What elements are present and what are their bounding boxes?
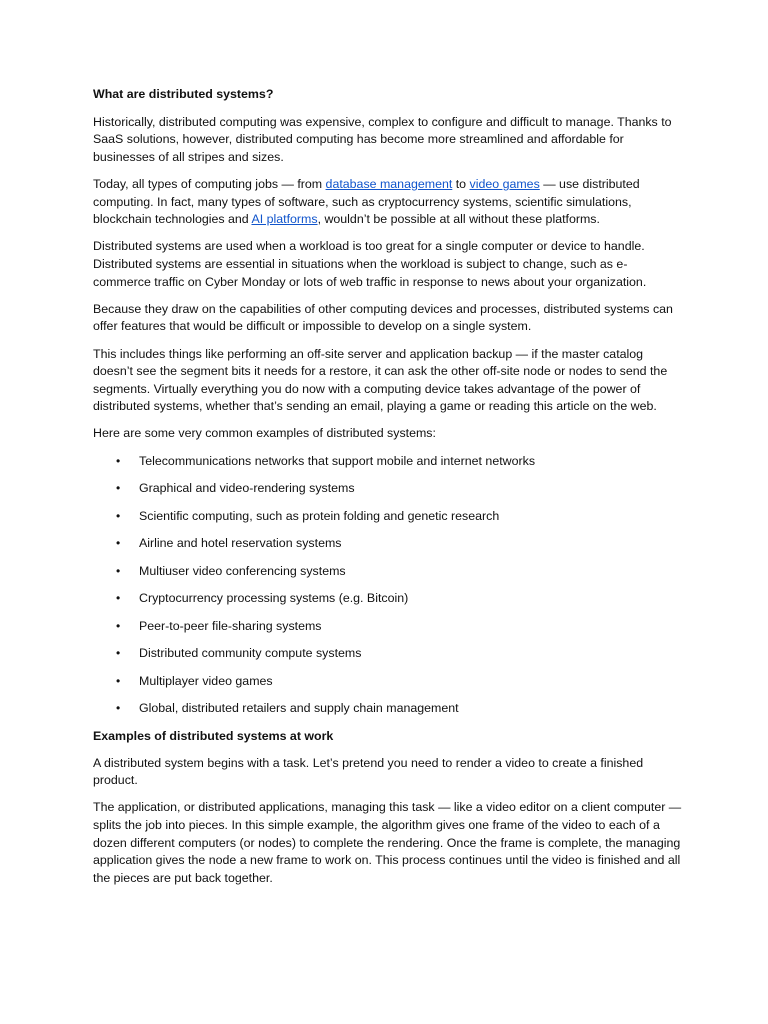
- link-ai-platforms[interactable]: AI platforms: [251, 212, 318, 227]
- list-item-label: Multiplayer video games: [139, 673, 273, 688]
- list-item: [93, 590, 683, 608]
- bullet-icon: •: [116, 591, 121, 606]
- link-video-games[interactable]: video games: [469, 176, 540, 191]
- list-item-label: Graphical and video-rendering systems: [139, 481, 355, 496]
- paragraph-text: , wouldn’t be possible at all without these platforms.: [317, 212, 600, 227]
- link-database-management[interactable]: database management: [325, 176, 453, 191]
- list-item: [93, 453, 683, 471]
- list-item-label: Distributed community compute systems: [139, 646, 362, 661]
- paragraph-rendering-example: The application, or distributed applications, managing this task — like a video editor on a client computer — splits the job into pieces. In this simple example, the algorithm gives one frame of the video to each of a dozen different computers (or nodes) to complete the rendering. Once the frame is complete, the managing application gives the node a new frame to work on. This process continues until the video is finished and all the pieces are put back together.: [93, 800, 682, 885]
- list-item: [93, 618, 683, 636]
- section-heading: What are distributed systems?: [93, 87, 274, 101]
- bullet-icon: •: [116, 508, 121, 523]
- bullet-icon: •: [116, 536, 121, 551]
- list-item-label: Scientific computing, such as protein folding and genetic research: [139, 508, 500, 523]
- paragraph-history: Historically, distributed computing was expensive, complex to configure and difficult to manage. Thanks to SaaS solutions, however, distributed computing has become more streamlined and affordable for businesses of all stripes and sizes.: [93, 114, 672, 164]
- paragraph-backup: This includes things like performing an off-site server and application backup — if the master catalog doesn’t see the segment bits it needs for a restore, it can ask the other off-site node or nodes to send the segments. Virtually everything you do now with a computing device takes advantage of the power of distributed systems, whether that’s sending an email, playing a game or reading this article on the web.: [93, 346, 668, 414]
- list-item-label: Peer-to-peer file-sharing systems: [139, 618, 322, 633]
- bullet-icon: •: [116, 563, 121, 578]
- paragraph-text: to: [452, 176, 470, 191]
- list-item-label: Cryptocurrency processing systems (e.g. Bitcoin): [139, 591, 409, 606]
- paragraph-capabilities: Because they draw on the capabilities of other computing devices and processes, distributed systems can offer features that would be difficult or impossible to develop on a single system.: [93, 301, 673, 334]
- examples-list: [93, 453, 683, 718]
- bullet-icon: •: [116, 453, 121, 468]
- list-item-label: Airline and hotel reservation systems: [139, 536, 342, 551]
- bullet-icon: •: [116, 673, 121, 688]
- list-item-label: Telecommunications networks that support mobile and internet networks: [139, 453, 536, 468]
- paragraph-text: — use distributed computing. In fact, many types of software, such as cryptocurrency systems, scientific simulations, blockchain technologies and: [93, 176, 640, 227]
- list-item: [93, 673, 683, 691]
- paragraph-examples-intro: Here are some very common examples of distributed systems:: [93, 426, 436, 441]
- bullet-icon: •: [116, 701, 121, 716]
- list-item: [93, 645, 683, 663]
- list-item: [93, 563, 683, 581]
- list-item: [93, 480, 683, 498]
- document-page: [93, 86, 683, 897]
- list-item: [93, 700, 683, 718]
- bullet-icon: •: [116, 646, 121, 661]
- list-item-label: Multiuser video conferencing systems: [139, 563, 346, 578]
- paragraph-computing-jobs: [93, 176, 683, 229]
- list-item: [93, 535, 683, 553]
- bullet-icon: •: [116, 618, 121, 633]
- bullet-icon: •: [116, 481, 121, 496]
- subsection-heading: Examples of distributed systems at work: [93, 728, 334, 743]
- paragraph-text: Today, all types of computing jobs — from: [93, 176, 326, 191]
- paragraph-task: A distributed system begins with a task. Let’s pretend you need to render a video to create a finished product.: [93, 755, 644, 788]
- list-item-label: Global, distributed retailers and supply chain management: [139, 701, 459, 716]
- list-item: [93, 508, 683, 526]
- paragraph-workload: Distributed systems are used when a workload is too great for a single computer or device to handle. Distributed systems are essential in situations when the workload is subject to change, such as e-commerce traffic on Cyber Monday or lots of web traffic in response to news about your organization.: [93, 239, 647, 289]
